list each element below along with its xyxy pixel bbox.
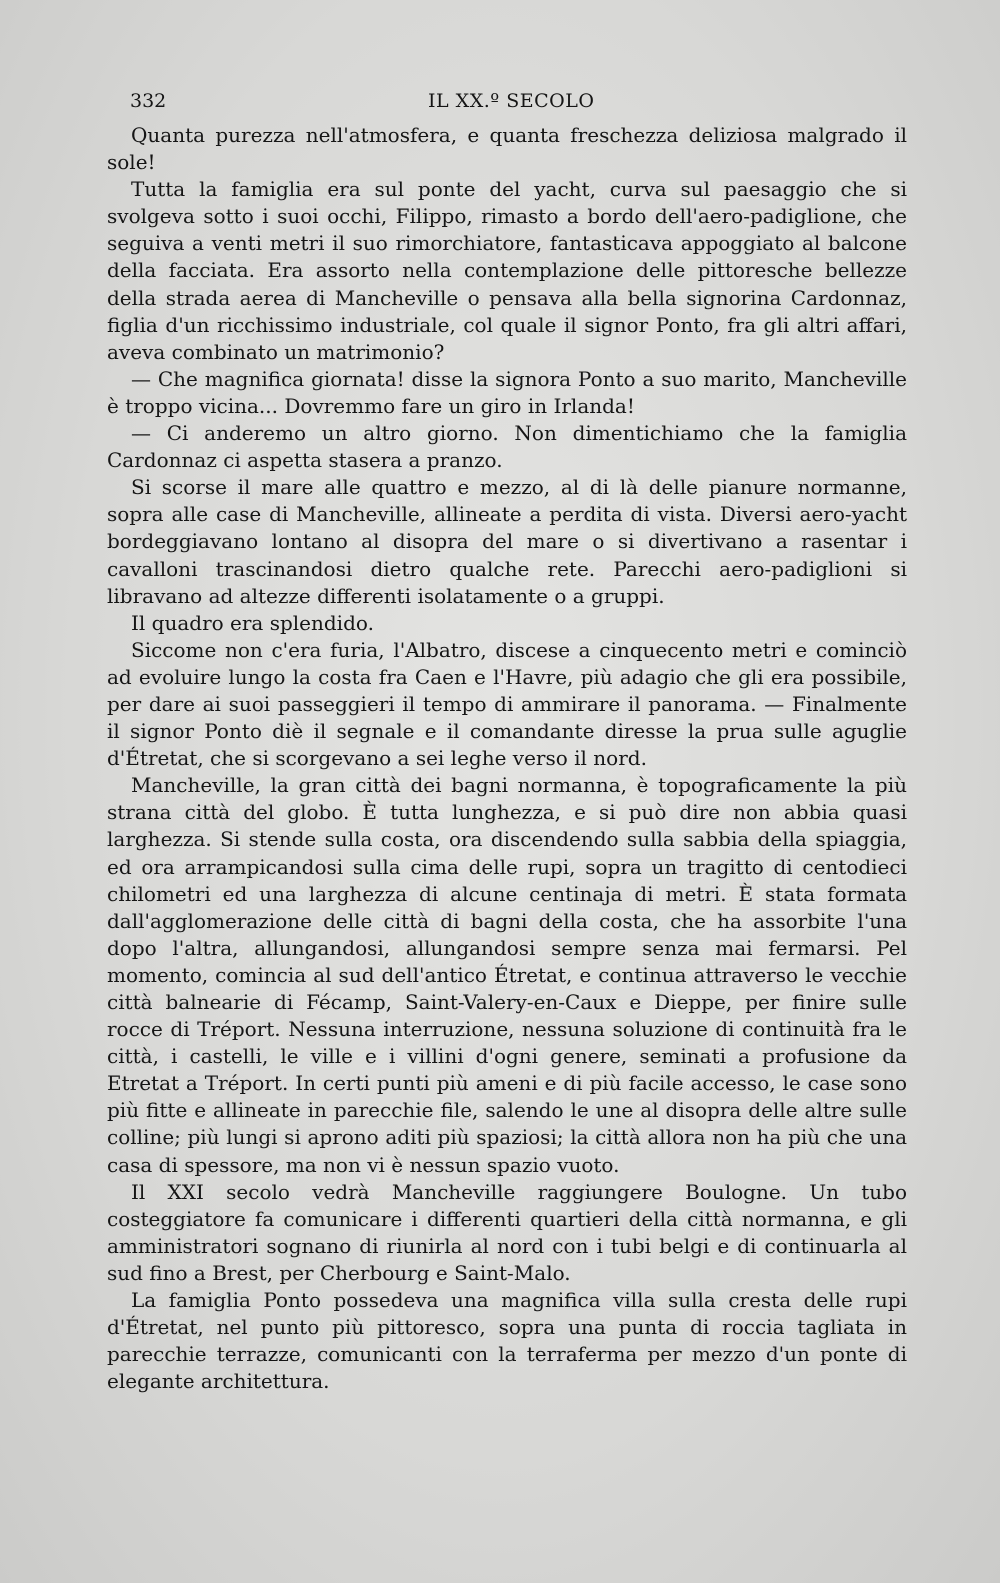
page-number: 332 [130,90,167,112]
paragraph: Quanta purezza nell'atmosfera, e quanta freschezza deliziosa malgrado il sole! [107,123,907,175]
paragraph: Siccome non c'era furia, l'Albatro, discese a cinquecento metri e cominciò ad evoluire lungo la costa fra Caen e l'Havre, più adagio che gli era possibile, per dare ai suoi passeggieri il tempo di ammirare il panorama. — Finalmente il signor Ponto diè il segnale e il comandante diresse la prua sulle aguglie d'Étretat, che si scorgevano a sei leghe verso il nord. [107,637,907,771]
paragraph: La famiglia Ponto possedeva una magnifica villa sulla cresta delle rupi d'Étretat, nel punto più pittoresco, sopra una punta di roccia tagliata in parecchie terrazze, comunicanti con la terraferma per mezzo d'un ponte di elegante architettura. [107,1288,907,1394]
page-header [130,90,910,116]
paragraph: Il quadro era splendido. [131,610,374,635]
paragraph: Tutta la famiglia era sul ponte del yacht, curva sul paesaggio che si svolgeva sotto i suoi occhi, Filippo, rimasto a bordo dell'aero-padiglione, che seguiva a venti metri il suo rimorchiatore, fantasticava appoggiato al balcone della facciata. Era assorto nella contemplazione delle pittoresche bellezze della strada aerea di Mancheville o pensava alla bella signorina Cardonnaz, figlia d'un ricchissimo industriale, col quale il signor Ponto, fra gli altri affari, aveva combinato un matrimonio? [107,177,907,364]
paragraph: Si scorse il mare alle quattro e mezzo, al di là delle pianure normanne, sopra alle case di Mancheville, allineate a perdita di vista. Diversi aero-yacht bordeggiavano lontano al disopra del mare o si divertivano a rasentar i cavalloni trascinandosi dietro qualche rete. Parecchi aero-padiglioni si libravano ad altezze differenti isolatamente o a gruppi. [107,475,907,608]
running-title: IL XX.º SECOLO [428,90,595,112]
dialogue-paragraph: — Che magnifica giornata! disse la signora Ponto a suo marito, Mancheville è troppo vicina... Dovremmo fare un giro in Irlanda! [107,366,907,418]
paragraph: Mancheville, la gran città dei bagni normanna, è topograficamente la più strana città del globo. È tutta lunghezza, e si può dire non abbia quasi larghezza. Si stende sulla costa, ora discendendo sulla sabbia della spiaggia, ed ora arrampicandosi sulla cima delle rupi, sopra un tragitto di centodieci chilometri ed una larghezza di alcune centinaja di metri. È stata formata dall'agglomerazione delle città di bagni della costa, che ha assorbite l'una dopo l'altra, allungandosi, allungandosi sempre senza mai fermarsi. Pel momento, comincia al sud dell'antico Étretat, e continua attraverso le vecchie città balnearie di Fécamp, Saint-Valery-en-Caux e Dieppe, per finire sulle rocce di Tréport. Nessuna interruzione, nessuna soluzione di continuità fra le città, i castelli, le ville e i villini d'ogni genere, seminati a profusione da Etretat a Tréport. In certi punti più ameni e di più facile accesso, le case sono più fitte e allineate in parecchie file, salendo le une al disopra delle altre sulle colline; più lungi si aprono aditi più spaziosi; la città allora non ha più che una casa di spessore, ma non vi è nessun spazio vuoto. [107,773,907,1177]
body-text [107,122,907,1395]
dialogue-paragraph: — Ci anderemo un altro giorno. Non dimentichiamo che la famiglia Cardonnaz ci aspetta stasera a pranzo. [107,421,907,473]
paragraph: Il XXI secolo vedrà Mancheville raggiungere Boulogne. Un tubo costeggiatore fa comunicare i differenti quartieri della città normanna, e gli amministratori sognano di riunirla al nord con i tubi belgi e di continuarla al sud fino a Brest, per Cherbourg e Saint-Malo. [107,1179,907,1285]
